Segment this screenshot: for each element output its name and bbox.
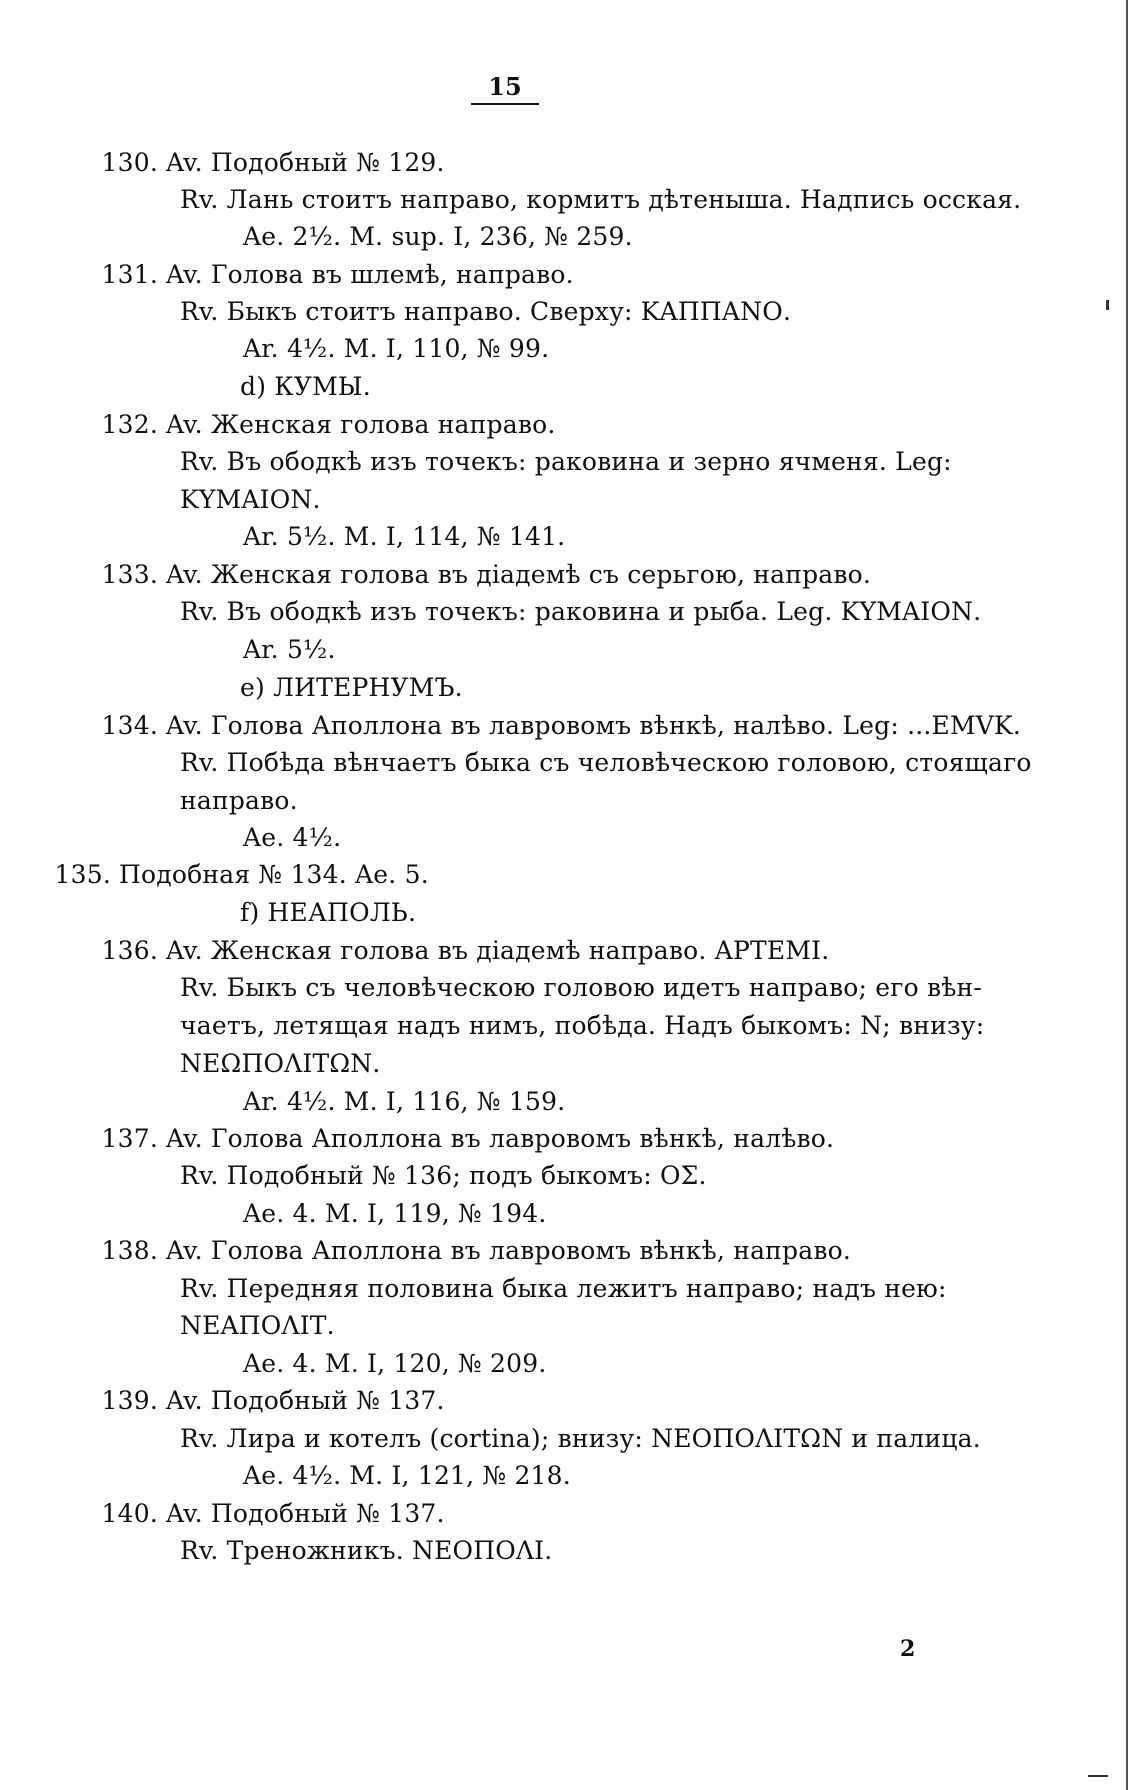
line-text: Ar. 4½. M. I, 116, № 159. — [243, 1087, 566, 1116]
text-line — [180, 1049, 381, 1079]
scan-speck — [1088, 1775, 1108, 1777]
text-line — [180, 748, 1032, 778]
text-line — [54, 860, 429, 890]
text-line — [180, 597, 981, 627]
line-text: Ar. 5½. M. I, 114, № 141. — [243, 522, 566, 551]
text-line — [101, 711, 1022, 741]
line-text: Ar. 4½. M. I, 110, № 99. — [243, 334, 550, 363]
text-line — [243, 635, 336, 665]
text-line — [101, 1236, 852, 1266]
text-line — [101, 1124, 835, 1154]
line-text: Av. Подобный № 137. — [166, 1386, 445, 1415]
text-line — [180, 447, 952, 477]
line-text: Подобная № 134. Ae. 5. — [119, 860, 429, 889]
text-line — [180, 1161, 707, 1191]
line-text: Rv. Лира и котелъ (cortina); внизу: ΝΕΟΠΟΛΙΤΩΝ и палица. — [180, 1424, 981, 1453]
text-line — [101, 560, 872, 590]
text-line — [240, 673, 463, 703]
line-text: Av. Голова Аполлона въ лавровомъ вѣнкѣ, налѣво. Leg: ...ΕΜVΚ. — [166, 711, 1022, 740]
line-text: чаетъ, летящая надъ нимъ, побѣда. Надъ быкомъ: Ν; внизу: — [180, 1011, 985, 1040]
line-text: Ae. 4½. M. I, 121, № 218. — [243, 1461, 571, 1490]
line-text: направо. — [180, 786, 298, 815]
entry-number: 131. — [101, 260, 158, 289]
entry-number: 134. — [101, 711, 158, 740]
text-line — [180, 1311, 335, 1341]
line-text: Av. Голова Аполлона въ лавровомъ вѣнкѣ, направо. — [166, 1236, 852, 1265]
text-line — [101, 1386, 445, 1416]
line-text: Ae. 2½. M. sup. I, 236, № 259. — [243, 222, 633, 251]
line-text: Av. Подобный № 137. — [166, 1499, 445, 1528]
text-line — [240, 372, 371, 402]
entry-number: 130. — [101, 148, 158, 177]
line-text: Rv. Въ ободкѣ изъ точекъ: раковина и рыба. Leg. ΚΥΜΑΙΟΝ. — [180, 597, 982, 626]
text-line — [180, 1274, 947, 1304]
text-line — [101, 260, 574, 290]
text-line — [243, 522, 565, 552]
line-text: Rv. Подобный № 136; подъ быкомъ: ΟΣ. — [180, 1161, 707, 1190]
text-line — [101, 410, 556, 440]
scan-speck — [1106, 300, 1109, 310]
line-text: Av. Женская голова въ діадемѣ съ серьгою, направо. — [166, 560, 872, 589]
entry-number: 139. — [101, 1386, 158, 1415]
text-line — [180, 1011, 984, 1041]
text-line — [243, 222, 633, 252]
line-text: Rv. Побѣда вѣнчаетъ быка съ человѣческою головою, стоящаго — [180, 748, 1032, 777]
entry-number: 140. — [101, 1499, 158, 1528]
entry-number: 137. — [101, 1124, 158, 1153]
text-line — [180, 786, 298, 816]
line-text: ΝΕΩΠΟΛΙΤΩΝ. — [180, 1049, 381, 1078]
text-line — [240, 898, 416, 928]
signature-mark: 2 — [900, 1636, 916, 1662]
line-text: ΝΕΑΠΟΛΙΤ. — [180, 1311, 335, 1340]
text-line — [101, 1499, 445, 1529]
line-text: f) НЕАПОЛЬ. — [240, 898, 417, 927]
line-text: Rv. Треножникъ. ΝΕΟΠΟΛΙ. — [180, 1536, 553, 1565]
line-text: Av. Подобный № 129. — [166, 148, 445, 177]
line-text: Ae. 4. M. I, 119, № 194. — [243, 1199, 547, 1228]
entry-number: 136. — [101, 936, 158, 965]
line-text: e) ЛИТЕРНУМЪ. — [240, 673, 463, 702]
text-line — [180, 297, 791, 327]
line-text: Ae. 4½. — [243, 823, 342, 852]
text-line — [243, 1199, 546, 1229]
line-text: Rv. Быкъ съ человѣческою головою идетъ направо; его вѣн- — [180, 973, 983, 1002]
text-line — [243, 1349, 546, 1379]
line-text: Rv. Лань стоитъ направо, кормитъ дѣтеныша. Надпись осская. — [180, 185, 1022, 214]
scan-edge-line — [1126, 0, 1128, 1790]
text-line — [180, 1536, 552, 1566]
entry-number: 133. — [101, 560, 158, 589]
line-text: Av. Голова Аполлона въ лавровомъ вѣнкѣ, налѣво. — [166, 1124, 835, 1153]
line-text: Ae. 4. M. I, 120, № 209. — [243, 1349, 547, 1378]
page-number: 15 — [471, 72, 539, 105]
line-text: Av. Голова въ шлемѣ, направо. — [166, 260, 574, 289]
line-text: Av. Женская голова направо. — [166, 410, 556, 439]
text-line — [180, 1424, 981, 1454]
text-line — [180, 973, 982, 1003]
line-text: ΚΥΜΑΙΟΝ. — [180, 485, 321, 514]
line-text: Rv. Передняя половина быка лежитъ направо; надъ нею: — [180, 1274, 947, 1303]
entry-number: 132. — [101, 410, 158, 439]
text-line — [243, 1087, 565, 1117]
text-line — [101, 148, 445, 178]
line-text: d) КУМЫ. — [240, 372, 371, 401]
line-text: Rv. Въ ободкѣ изъ точекъ: раковина и зерно ячменя. Leg: — [180, 447, 952, 476]
text-line — [101, 936, 830, 966]
text-line — [243, 334, 549, 364]
entry-number: 138. — [101, 1236, 158, 1265]
line-text: Ar. 5½. — [243, 635, 336, 664]
entry-number: 135. — [54, 860, 111, 889]
line-text: Av. Женская голова въ діадемѣ направо. ΑΡΤΕΜΙ. — [166, 936, 830, 965]
text-line — [180, 485, 321, 515]
text-line — [243, 823, 341, 853]
text-line — [180, 185, 1021, 215]
line-text: Rv. Быкъ стоитъ направо. Сверху: ΚΑΠΠΑΝΟ. — [180, 297, 792, 326]
text-line — [243, 1461, 571, 1491]
